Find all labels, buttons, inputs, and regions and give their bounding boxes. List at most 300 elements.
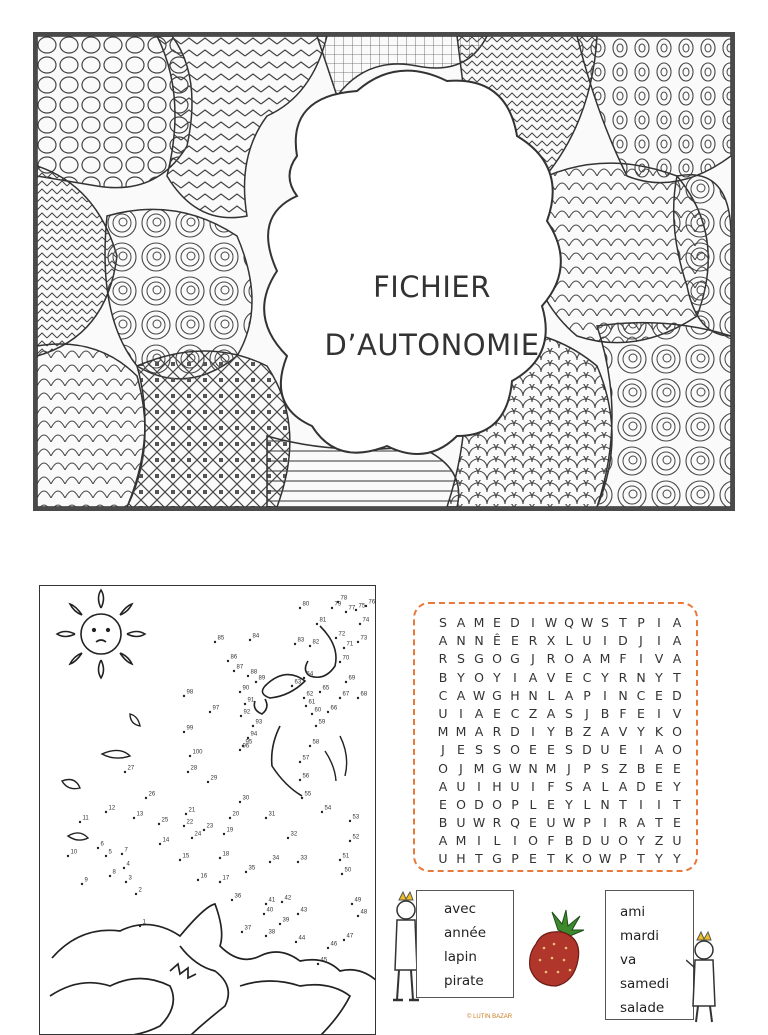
- grid-letter[interactable]: A: [474, 705, 484, 721]
- grid-letter[interactable]: Y: [655, 669, 663, 685]
- grid-letter[interactable]: W: [472, 687, 486, 703]
- grid-letter[interactable]: E: [493, 615, 501, 630]
- grid-letter[interactable]: E: [529, 851, 537, 867]
- grid-letter[interactable]: S: [601, 615, 609, 630]
- dot-number: 20: [232, 811, 240, 818]
- grid-letter[interactable]: N: [456, 633, 466, 649]
- grid-letter[interactable]: J: [567, 760, 571, 776]
- grid-letter[interactable]: S: [565, 778, 573, 794]
- grid-letter[interactable]: G: [492, 851, 502, 867]
- grid-letter[interactable]: J: [639, 633, 643, 649]
- grid-letter[interactable]: F: [619, 705, 627, 721]
- dot-point: [295, 941, 297, 943]
- grid-letter[interactable]: S: [493, 742, 501, 758]
- dot-point: [179, 859, 181, 861]
- grid-letter[interactable]: U: [438, 851, 448, 867]
- grid-letter[interactable]: Y: [673, 851, 681, 867]
- dot-number: 60: [314, 707, 322, 714]
- grid-letter[interactable]: O: [528, 833, 538, 849]
- dot-number: 55: [304, 791, 312, 798]
- grid-letter[interactable]: I: [639, 796, 643, 812]
- grid-letter[interactable]: U: [456, 815, 466, 831]
- dot-number: 52: [352, 834, 360, 841]
- dot-number: 79: [334, 601, 342, 608]
- grid-letter[interactable]: I: [513, 669, 517, 685]
- dot-number: 12: [108, 805, 116, 812]
- dot-number: 84: [252, 633, 260, 640]
- grid-letter[interactable]: Y: [493, 669, 501, 685]
- grid-letter[interactable]: Q: [564, 615, 574, 630]
- dot-point: [345, 611, 347, 613]
- grid-letter[interactable]: B: [636, 760, 646, 776]
- grid-letter[interactable]: G: [510, 651, 520, 667]
- grid-letter[interactable]: L: [601, 778, 609, 794]
- dot-number: 58: [312, 739, 320, 746]
- grid-letter[interactable]: A: [438, 778, 448, 794]
- word-list-item: lapin: [444, 949, 477, 965]
- grid-letter[interactable]: Y: [637, 724, 645, 740]
- grid-letter[interactable]: U: [600, 742, 610, 758]
- grid-letter[interactable]: F: [547, 833, 555, 849]
- grid-letter[interactable]: M: [455, 833, 467, 849]
- dot-number: 18: [222, 851, 230, 858]
- grid-letter[interactable]: I: [657, 796, 661, 812]
- grid-letter[interactable]: M: [437, 724, 449, 740]
- dot-number: 38: [268, 929, 276, 936]
- grid-letter[interactable]: D: [474, 796, 484, 812]
- dot-point: [133, 817, 135, 819]
- grid-letter[interactable]: T: [673, 669, 681, 685]
- grid-letter[interactable]: I: [657, 633, 661, 649]
- dot-point: [241, 931, 243, 933]
- dot-point: [359, 623, 361, 625]
- grid-letter[interactable]: P: [511, 796, 519, 812]
- grid-letter[interactable]: M: [455, 724, 467, 740]
- grid-letter[interactable]: W: [598, 851, 612, 867]
- dot-number: 27: [127, 765, 135, 772]
- grid-letter[interactable]: T: [619, 615, 627, 630]
- grid-letter[interactable]: W: [472, 815, 486, 831]
- dot-number: 77: [348, 605, 356, 612]
- grid-letter[interactable]: C: [582, 669, 592, 685]
- grid-letter[interactable]: I: [513, 833, 517, 849]
- grid-letter[interactable]: N: [600, 796, 610, 812]
- dot-point: [343, 939, 345, 941]
- credit-logo: © LUTIN BAZAR: [467, 1014, 513, 1020]
- dot-number: 65: [322, 685, 330, 692]
- grid-letter[interactable]: H: [456, 851, 466, 867]
- grid-letter[interactable]: I: [639, 651, 643, 667]
- grid-letter[interactable]: E: [457, 742, 465, 758]
- grid-letter[interactable]: A: [438, 633, 448, 649]
- dot-number: 70: [342, 655, 350, 662]
- grid-letter[interactable]: S: [439, 615, 447, 630]
- grid-letter[interactable]: F: [547, 778, 555, 794]
- grid-letter[interactable]: A: [456, 687, 466, 703]
- grid-letter[interactable]: H: [510, 687, 520, 703]
- grid-letter[interactable]: O: [564, 651, 574, 667]
- grid-letter[interactable]: Y: [655, 851, 663, 867]
- grid-letter[interactable]: N: [636, 669, 646, 685]
- grid-letter[interactable]: E: [529, 742, 537, 758]
- dot-point: [189, 755, 191, 757]
- grid-letter[interactable]: I: [603, 815, 607, 831]
- grid-letter[interactable]: I: [603, 633, 607, 649]
- grid-letter[interactable]: O: [510, 742, 520, 758]
- dot-number: 59: [318, 719, 326, 726]
- grid-letter[interactable]: R: [618, 815, 628, 831]
- grid-letter[interactable]: P: [583, 815, 591, 831]
- grid-letter[interactable]: A: [582, 778, 592, 794]
- dot-number: 92: [243, 709, 251, 716]
- grid-letter[interactable]: A: [618, 778, 628, 794]
- grid-letter[interactable]: A: [564, 687, 574, 703]
- grid-letter[interactable]: S: [457, 651, 465, 667]
- word-list-item: samedi: [620, 976, 670, 992]
- grid-letter[interactable]: Y: [547, 724, 555, 740]
- dot-number: 3: [128, 875, 132, 882]
- dot-number: 28: [190, 765, 198, 772]
- grid-letter[interactable]: Z: [582, 724, 592, 740]
- grid-letter[interactable]: U: [672, 833, 682, 849]
- dot-number: 10: [70, 849, 78, 856]
- dot-point: [227, 660, 229, 662]
- dot-number: 90: [242, 685, 250, 692]
- grid-letter[interactable]: E: [655, 687, 663, 703]
- grid-letter[interactable]: U: [582, 633, 592, 649]
- grid-letter[interactable]: W: [580, 615, 594, 630]
- dot-point: [183, 695, 185, 697]
- dot-number: 2: [138, 887, 142, 894]
- grid-letter[interactable]: O: [438, 760, 448, 776]
- grid-letter[interactable]: A: [600, 724, 610, 740]
- grid-letter[interactable]: I: [531, 615, 535, 630]
- grid-letter[interactable]: O: [456, 796, 466, 812]
- grid-letter[interactable]: J: [585, 705, 589, 721]
- grid-letter[interactable]: R: [492, 815, 502, 831]
- grid-letter[interactable]: X: [546, 633, 556, 649]
- grid-letter[interactable]: J: [531, 651, 535, 667]
- grid-letter[interactable]: U: [510, 778, 520, 794]
- dot-number: 31: [268, 811, 276, 818]
- grid-letter[interactable]: P: [583, 687, 591, 703]
- dot-point: [299, 779, 301, 781]
- grid-letter[interactable]: K: [654, 724, 664, 740]
- grid-letter[interactable]: I: [531, 778, 535, 794]
- dot-point: [105, 855, 107, 857]
- grid-letter[interactable]: N: [618, 687, 628, 703]
- grid-letter[interactable]: N: [528, 760, 538, 776]
- grid-letter[interactable]: G: [492, 760, 502, 776]
- dot-point: [145, 797, 147, 799]
- dot-number: 19: [226, 827, 234, 834]
- grid-letter[interactable]: B: [438, 815, 448, 831]
- dot-number: 40: [266, 907, 274, 914]
- grid-letter[interactable]: B: [438, 669, 448, 685]
- grid-letter[interactable]: Q: [510, 815, 520, 831]
- grid-letter[interactable]: O: [618, 833, 628, 849]
- dot-point: [265, 903, 267, 905]
- dot-point: [244, 703, 246, 705]
- dot-point: [281, 901, 283, 903]
- grid-letter[interactable]: U: [438, 705, 448, 721]
- dot-number: 95: [245, 739, 253, 746]
- grid-letter[interactable]: E: [439, 796, 447, 812]
- dot-point: [291, 685, 293, 687]
- grid-letter[interactable]: D: [618, 633, 628, 649]
- grid-letter[interactable]: U: [546, 815, 556, 831]
- word-list-card-left: [416, 890, 514, 998]
- dot-number: 41: [268, 897, 276, 904]
- grid-letter[interactable]: Y: [637, 833, 645, 849]
- dot-point: [327, 947, 329, 949]
- grid-letter[interactable]: C: [636, 687, 646, 703]
- grid-letter[interactable]: D: [582, 833, 592, 849]
- grid-letter[interactable]: A: [672, 633, 682, 649]
- grid-letter[interactable]: D: [510, 724, 520, 740]
- grid-letter[interactable]: D: [582, 742, 592, 758]
- grid-letter[interactable]: O: [672, 724, 682, 740]
- grid-letter[interactable]: H: [492, 778, 502, 794]
- dot-number: 83: [297, 637, 305, 644]
- grid-letter[interactable]: D: [672, 687, 682, 703]
- grid-letter[interactable]: J: [459, 760, 463, 776]
- grid-letter[interactable]: E: [493, 705, 501, 721]
- grid-letter[interactable]: M: [545, 760, 557, 776]
- grid-letter[interactable]: A: [546, 705, 556, 721]
- grid-letter[interactable]: Z: [654, 833, 664, 849]
- grid-letter[interactable]: W: [508, 760, 522, 776]
- word-list-item: pirate: [444, 973, 484, 989]
- dot-point: [249, 639, 251, 641]
- grid-letter[interactable]: V: [546, 669, 556, 685]
- grid-letter[interactable]: Y: [673, 778, 681, 794]
- grid-letter[interactable]: I: [459, 705, 463, 721]
- grid-letter[interactable]: Z: [528, 705, 538, 721]
- grid-letter[interactable]: N: [474, 633, 484, 649]
- grid-letter[interactable]: V: [618, 724, 628, 740]
- dot-number: 45: [320, 957, 328, 964]
- dot-number: 21: [188, 807, 196, 814]
- dot-number: 24: [194, 831, 202, 838]
- grid-letter[interactable]: E: [655, 778, 663, 794]
- grid-letter[interactable]: E: [547, 796, 555, 812]
- dot-point: [343, 647, 345, 649]
- grid-letter[interactable]: E: [547, 742, 555, 758]
- dot-point: [349, 820, 351, 822]
- grid-letter[interactable]: T: [619, 796, 627, 812]
- grid-letter[interactable]: T: [637, 851, 645, 867]
- grid-letter[interactable]: W: [562, 815, 576, 831]
- dot-number: 86: [230, 654, 238, 661]
- word-list-item: mardi: [620, 928, 660, 944]
- dot-number: 69: [348, 675, 356, 682]
- grid-letter[interactable]: S: [565, 705, 573, 721]
- grid-letter[interactable]: I: [531, 724, 535, 740]
- grid-letter[interactable]: W: [544, 615, 558, 630]
- grid-letter[interactable]: L: [529, 796, 537, 812]
- dot-point: [339, 697, 341, 699]
- grid-letter[interactable]: P: [637, 615, 645, 630]
- grid-letter[interactable]: I: [477, 833, 481, 849]
- grid-letter[interactable]: Y: [601, 669, 609, 685]
- grid-letter[interactable]: A: [474, 724, 484, 740]
- dot-number: 30: [242, 795, 250, 802]
- grid-letter[interactable]: A: [672, 615, 682, 630]
- grid-letter[interactable]: C: [438, 687, 448, 703]
- word-list-item: avec: [444, 901, 476, 917]
- grid-letter[interactable]: M: [473, 760, 485, 776]
- grid-letter[interactable]: I: [639, 742, 643, 758]
- grid-letter[interactable]: R: [492, 724, 502, 740]
- grid-letter[interactable]: M: [599, 651, 611, 667]
- grid-letter[interactable]: O: [474, 669, 484, 685]
- dot-to-dot-drawing: [40, 586, 376, 1035]
- dot-number: 68: [360, 691, 368, 698]
- dot-point: [159, 843, 161, 845]
- dot-point: [121, 853, 123, 855]
- grid-letter[interactable]: I: [477, 778, 481, 794]
- grid-letter[interactable]: L: [583, 796, 591, 812]
- grid-letter[interactable]: Y: [565, 796, 573, 812]
- cover-title-line2: D’AUTONOMIE: [324, 328, 540, 362]
- dot-number: 7: [124, 847, 128, 854]
- grid-letter[interactable]: R: [546, 651, 556, 667]
- grid-letter[interactable]: R: [528, 633, 538, 649]
- grid-letter[interactable]: E: [511, 633, 519, 649]
- grid-letter[interactable]: J: [441, 742, 445, 758]
- grid-letter[interactable]: P: [619, 851, 627, 867]
- grid-letter[interactable]: A: [438, 833, 448, 849]
- grid-letter[interactable]: A: [456, 615, 466, 630]
- dot-point: [255, 681, 257, 683]
- dot-number: 76: [368, 599, 376, 606]
- grid-letter[interactable]: O: [582, 851, 592, 867]
- dot-point: [135, 893, 137, 895]
- dot-point: [299, 761, 301, 763]
- word-list-left: [417, 891, 513, 993]
- word-search-box: [413, 602, 698, 872]
- grid-letter[interactable]: A: [672, 651, 682, 667]
- grid-letter[interactable]: E: [565, 669, 573, 685]
- grid-letter[interactable]: U: [456, 778, 466, 794]
- dot-point: [269, 861, 271, 863]
- grid-letter[interactable]: E: [619, 742, 627, 758]
- grid-letter[interactable]: S: [475, 742, 483, 758]
- dot-point: [247, 675, 249, 677]
- dot-point: [239, 801, 241, 803]
- grid-letter[interactable]: T: [547, 851, 555, 867]
- dot-number: 75: [358, 603, 366, 610]
- dot-point: [240, 715, 242, 717]
- grid-letter[interactable]: V: [672, 705, 682, 721]
- grid-letter[interactable]: U: [600, 833, 610, 849]
- grid-letter[interactable]: V: [654, 651, 664, 667]
- dot-number: 63: [294, 679, 302, 686]
- grid-letter[interactable]: O: [492, 651, 502, 667]
- grid-letter[interactable]: P: [511, 851, 519, 867]
- grid-letter[interactable]: L: [565, 633, 573, 649]
- dot-point: [219, 857, 221, 859]
- grid-letter[interactable]: G: [474, 651, 484, 667]
- strawberry-icon: [522, 908, 588, 990]
- dot-number: 13: [136, 811, 144, 818]
- grid-letter[interactable]: A: [582, 651, 592, 667]
- grid-letter[interactable]: A: [636, 815, 646, 831]
- dot-number: 5: [108, 849, 112, 856]
- dot-point: [309, 745, 311, 747]
- grid-letter[interactable]: T: [475, 851, 483, 867]
- dot-point: [341, 873, 343, 875]
- grid-letter[interactable]: D: [510, 615, 520, 630]
- grid-letter[interactable]: S: [601, 760, 609, 776]
- grid-letter[interactable]: T: [655, 815, 663, 831]
- dot-number: 22: [186, 819, 194, 826]
- grid-letter[interactable]: I: [603, 687, 607, 703]
- dot-number: 66: [330, 705, 338, 712]
- grid-letter[interactable]: R: [618, 669, 628, 685]
- grid-letter[interactable]: B: [564, 833, 574, 849]
- dot-number: 88: [250, 669, 258, 676]
- dot-number: 72: [338, 631, 346, 638]
- grid-letter[interactable]: F: [619, 651, 627, 667]
- dot-point: [315, 725, 317, 727]
- grid-letter[interactable]: O: [672, 742, 682, 758]
- grid-letter[interactable]: N: [528, 687, 538, 703]
- grid-letter[interactable]: E: [637, 705, 645, 721]
- dot-point: [158, 823, 160, 825]
- grid-letter[interactable]: R: [438, 651, 448, 667]
- grid-letter[interactable]: I: [657, 615, 661, 630]
- grid-letter[interactable]: K: [564, 851, 574, 867]
- grid-letter[interactable]: A: [654, 742, 664, 758]
- grid-letter[interactable]: G: [492, 687, 502, 703]
- grid-letter[interactable]: A: [528, 669, 538, 685]
- word-list-item: année: [444, 925, 486, 941]
- dot-point: [185, 813, 187, 815]
- grid-letter[interactable]: S: [565, 742, 573, 758]
- grid-letter[interactable]: L: [547, 687, 555, 703]
- grid-letter[interactable]: E: [655, 760, 663, 776]
- dot-point: [311, 713, 313, 715]
- grid-letter[interactable]: Ê: [493, 633, 501, 649]
- grid-letter[interactable]: L: [493, 833, 501, 849]
- dot-number: 91: [247, 697, 255, 704]
- grid-letter[interactable]: E: [673, 815, 681, 831]
- grid-letter[interactable]: M: [473, 615, 485, 630]
- grid-letter[interactable]: B: [600, 705, 610, 721]
- grid-letter[interactable]: Z: [618, 760, 628, 776]
- grid-letter[interactable]: P: [583, 760, 591, 776]
- grid-letter[interactable]: T: [673, 796, 681, 812]
- grid-letter[interactable]: B: [564, 724, 574, 740]
- word-list-right: [606, 891, 693, 1020]
- dot-point: [97, 847, 99, 849]
- dot-number: 74: [362, 617, 370, 624]
- grid-letter[interactable]: O: [492, 796, 502, 812]
- grid-letter[interactable]: C: [510, 705, 520, 721]
- grid-letter[interactable]: E: [529, 815, 537, 831]
- grid-letter[interactable]: D: [636, 778, 646, 794]
- dot-to-dot-worksheet: [39, 585, 376, 1035]
- grid-letter[interactable]: Y: [457, 669, 465, 685]
- dot-number: 37: [244, 925, 252, 932]
- dot-point: [319, 691, 321, 693]
- grid-letter[interactable]: E: [673, 760, 681, 776]
- dot-number: 1: [142, 919, 146, 926]
- grid-letter[interactable]: I: [657, 705, 661, 721]
- dot-number: 42: [284, 895, 292, 902]
